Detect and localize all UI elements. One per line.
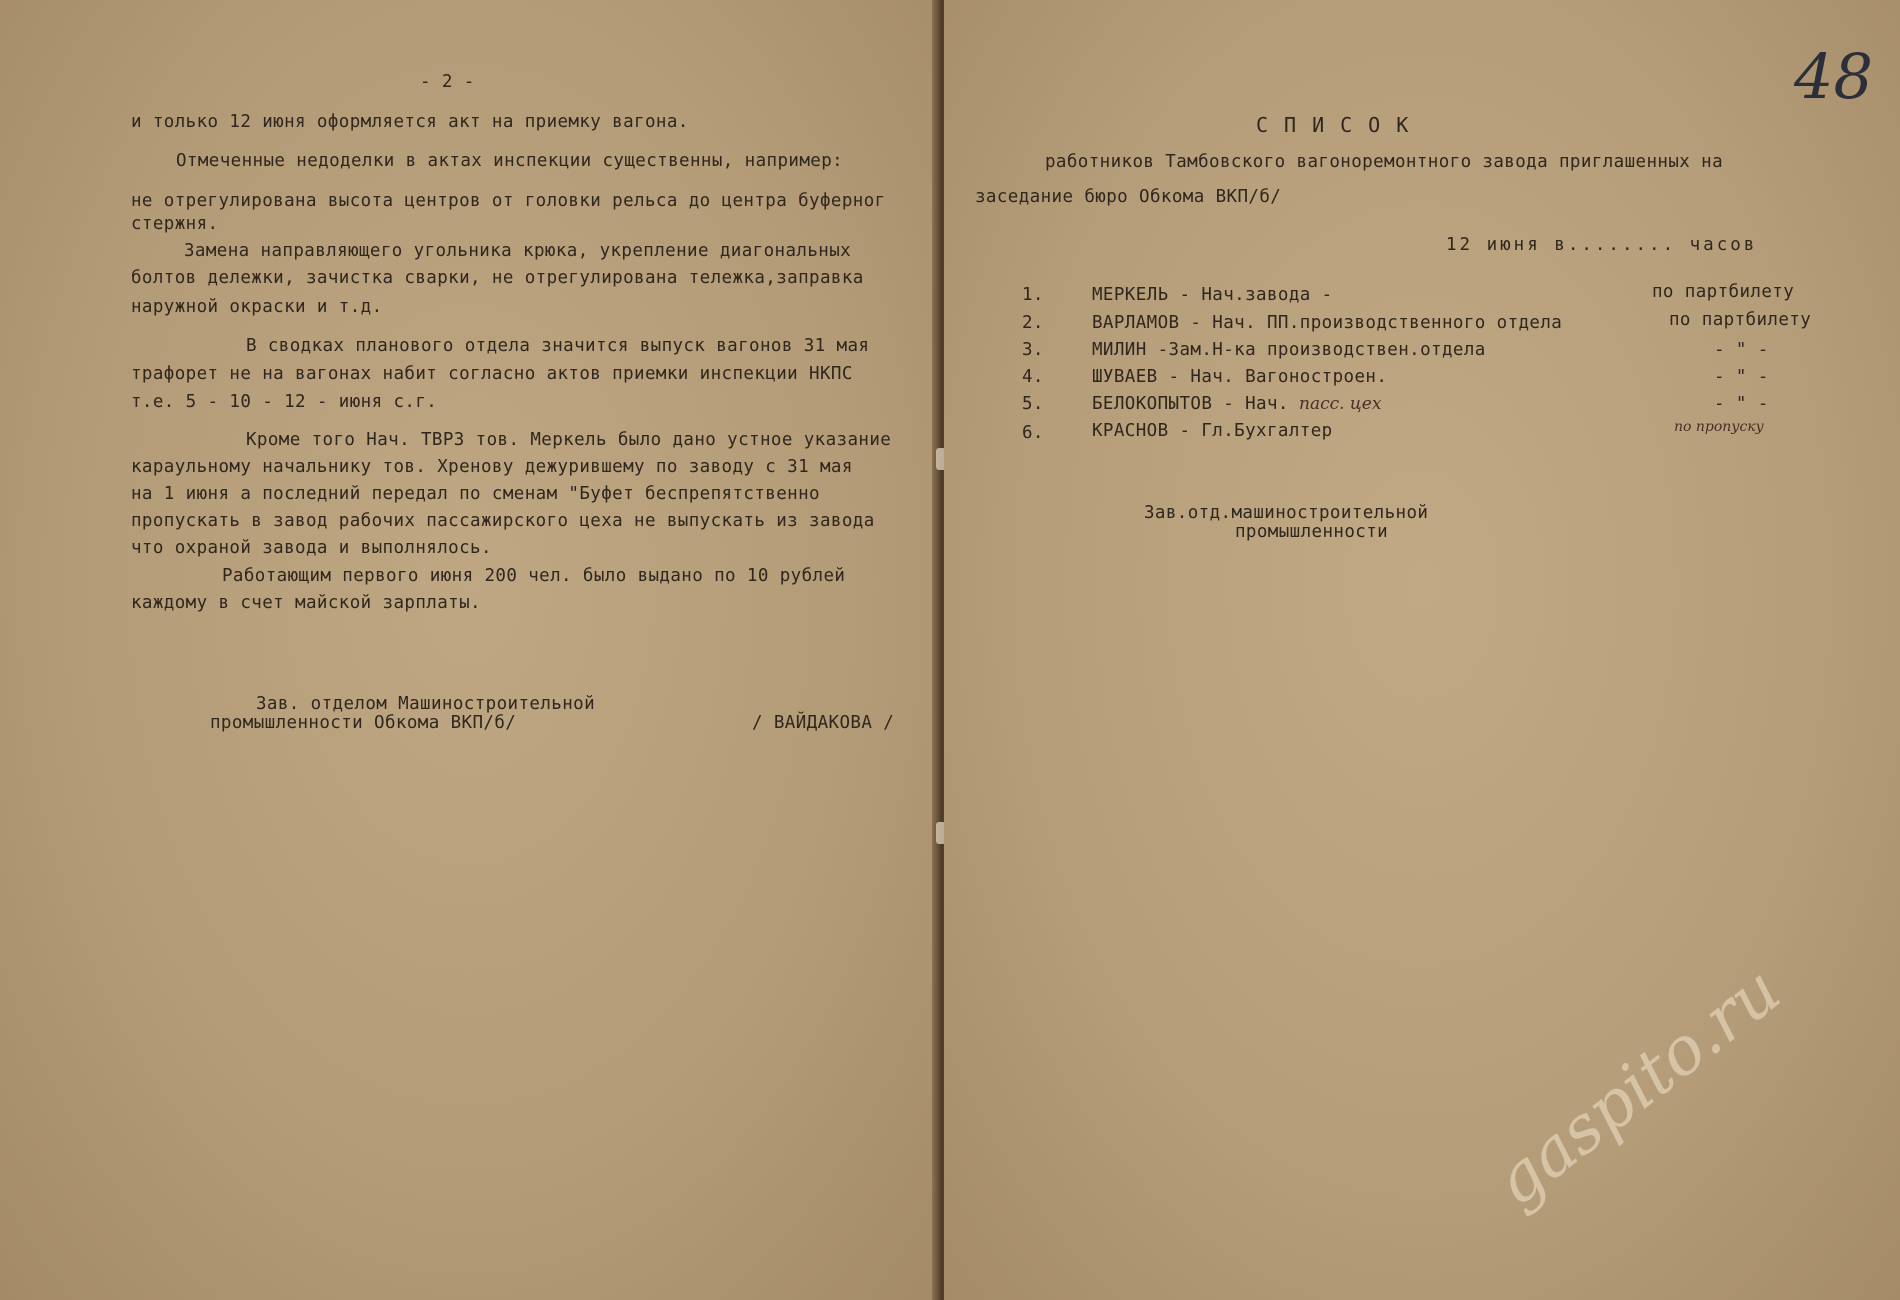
text-line-4: стержня. [131, 214, 219, 234]
text-line-3: не отрегулирована высота центров от головки рельса до центра буферног [131, 191, 886, 211]
text-line-1: и только 12 июня оформляется акт на приемку вагона. [131, 112, 689, 132]
signature-name: / ВАЙДАКОВА / [752, 713, 895, 733]
text-line-6: болтов дележки, зачистка сварки, не отрегулирована тележка,заправка [131, 268, 864, 288]
entry-text: ВАРЛАМОВ - Нач. ПП.производственного отдела [1092, 313, 1563, 333]
text-line-12: караульному начальнику тов. Хренову дежурившему по заводу с 31 мая [131, 457, 853, 477]
entry-number: 3. [1022, 340, 1044, 360]
handwritten-note-5: пасс. цех [1299, 394, 1382, 414]
text-line-17: каждому в счет майской зарплаты. [131, 593, 481, 613]
text-line-13: на 1 июня а последний передал по сменам "Буфет беспрепятственно [131, 484, 820, 504]
signature-title-2: промышленности Обкома ВКП/б/ [210, 713, 517, 733]
entry-status: - " - [1714, 367, 1769, 387]
footer-title-2: промышленности [1235, 522, 1389, 542]
entry-text: БЕЛОКОПЫТОВ - Нач. [1092, 394, 1289, 414]
archive-number: 48 [1794, 40, 1873, 113]
text-line-14: пропускать в завод рабочих пассажирского цеха не выпускать из завода [131, 511, 875, 531]
entry-number: 1. [1022, 285, 1044, 305]
entry-status: - " - [1714, 340, 1769, 360]
signature-title-1: Зав. отделом Машиностроительной [256, 694, 596, 714]
entry-number: 4. [1022, 367, 1044, 387]
entry-number: 6. [1022, 423, 1044, 443]
text-line-15: что охраной завода и выполнялось. [131, 538, 492, 558]
footer-title-1: Зав.отд.машиностроительной [1144, 503, 1429, 523]
entry-status: - " - [1714, 394, 1769, 414]
entry-text: ШУВАЕВ - Нач. Вагоностроен. [1092, 367, 1388, 387]
text-line-10: т.е. 5 - 10 - 12 - июня с.г. [131, 392, 438, 412]
handwritten-note-6: по пропуску [1674, 419, 1764, 435]
entry-number: 5. [1022, 394, 1044, 414]
entry-status: по партбилету [1652, 282, 1795, 302]
text-line-8: В сводках планового отдела значится выпуск вагонов 31 мая [246, 336, 870, 356]
list-subheading-2: заседание бюро Обкома ВКП/б/ [975, 187, 1282, 207]
entry-text: МИЛИН -Зам.Н-ка производствен.отдела [1092, 340, 1486, 360]
meeting-date: 12 июня в........ часов [1446, 235, 1758, 255]
text-line-7: наружной окраски и т.д. [131, 297, 383, 317]
right-page [944, 0, 1900, 1300]
list-subheading-1: работников Тамбовского вагоноремонтного завода приглашенных на [1045, 152, 1724, 172]
left-page [0, 0, 940, 1300]
page-number: - 2 - [420, 72, 475, 92]
text-line-16: Работающим первого июня 200 чел. было выдано по 10 рублей [222, 566, 846, 586]
entry-text: МЕРКЕЛЬ - Нач.завода - [1092, 285, 1333, 305]
entry-number: 2. [1022, 313, 1044, 333]
text-line-2: Отмеченные недоделки в актах инспекции существенны, например: [176, 151, 844, 171]
text-line-9: трафорет не на вагонах набит согласно актов приемки инспекции НКПС [131, 364, 853, 384]
entry-text: КРАСНОВ - Гл.Бухгалтер [1092, 421, 1333, 441]
text-line-11: Кроме того Нач. ТВРЗ тов. Меркель было дано устное указание [246, 430, 892, 450]
list-heading: СПИСОК [1256, 113, 1425, 137]
text-line-5: Замена направляющего угольника крюка, укрепление диагональных [184, 241, 852, 261]
watermark: gaspito.ru [1480, 951, 1795, 1221]
entry-status: по партбилету [1669, 310, 1812, 330]
